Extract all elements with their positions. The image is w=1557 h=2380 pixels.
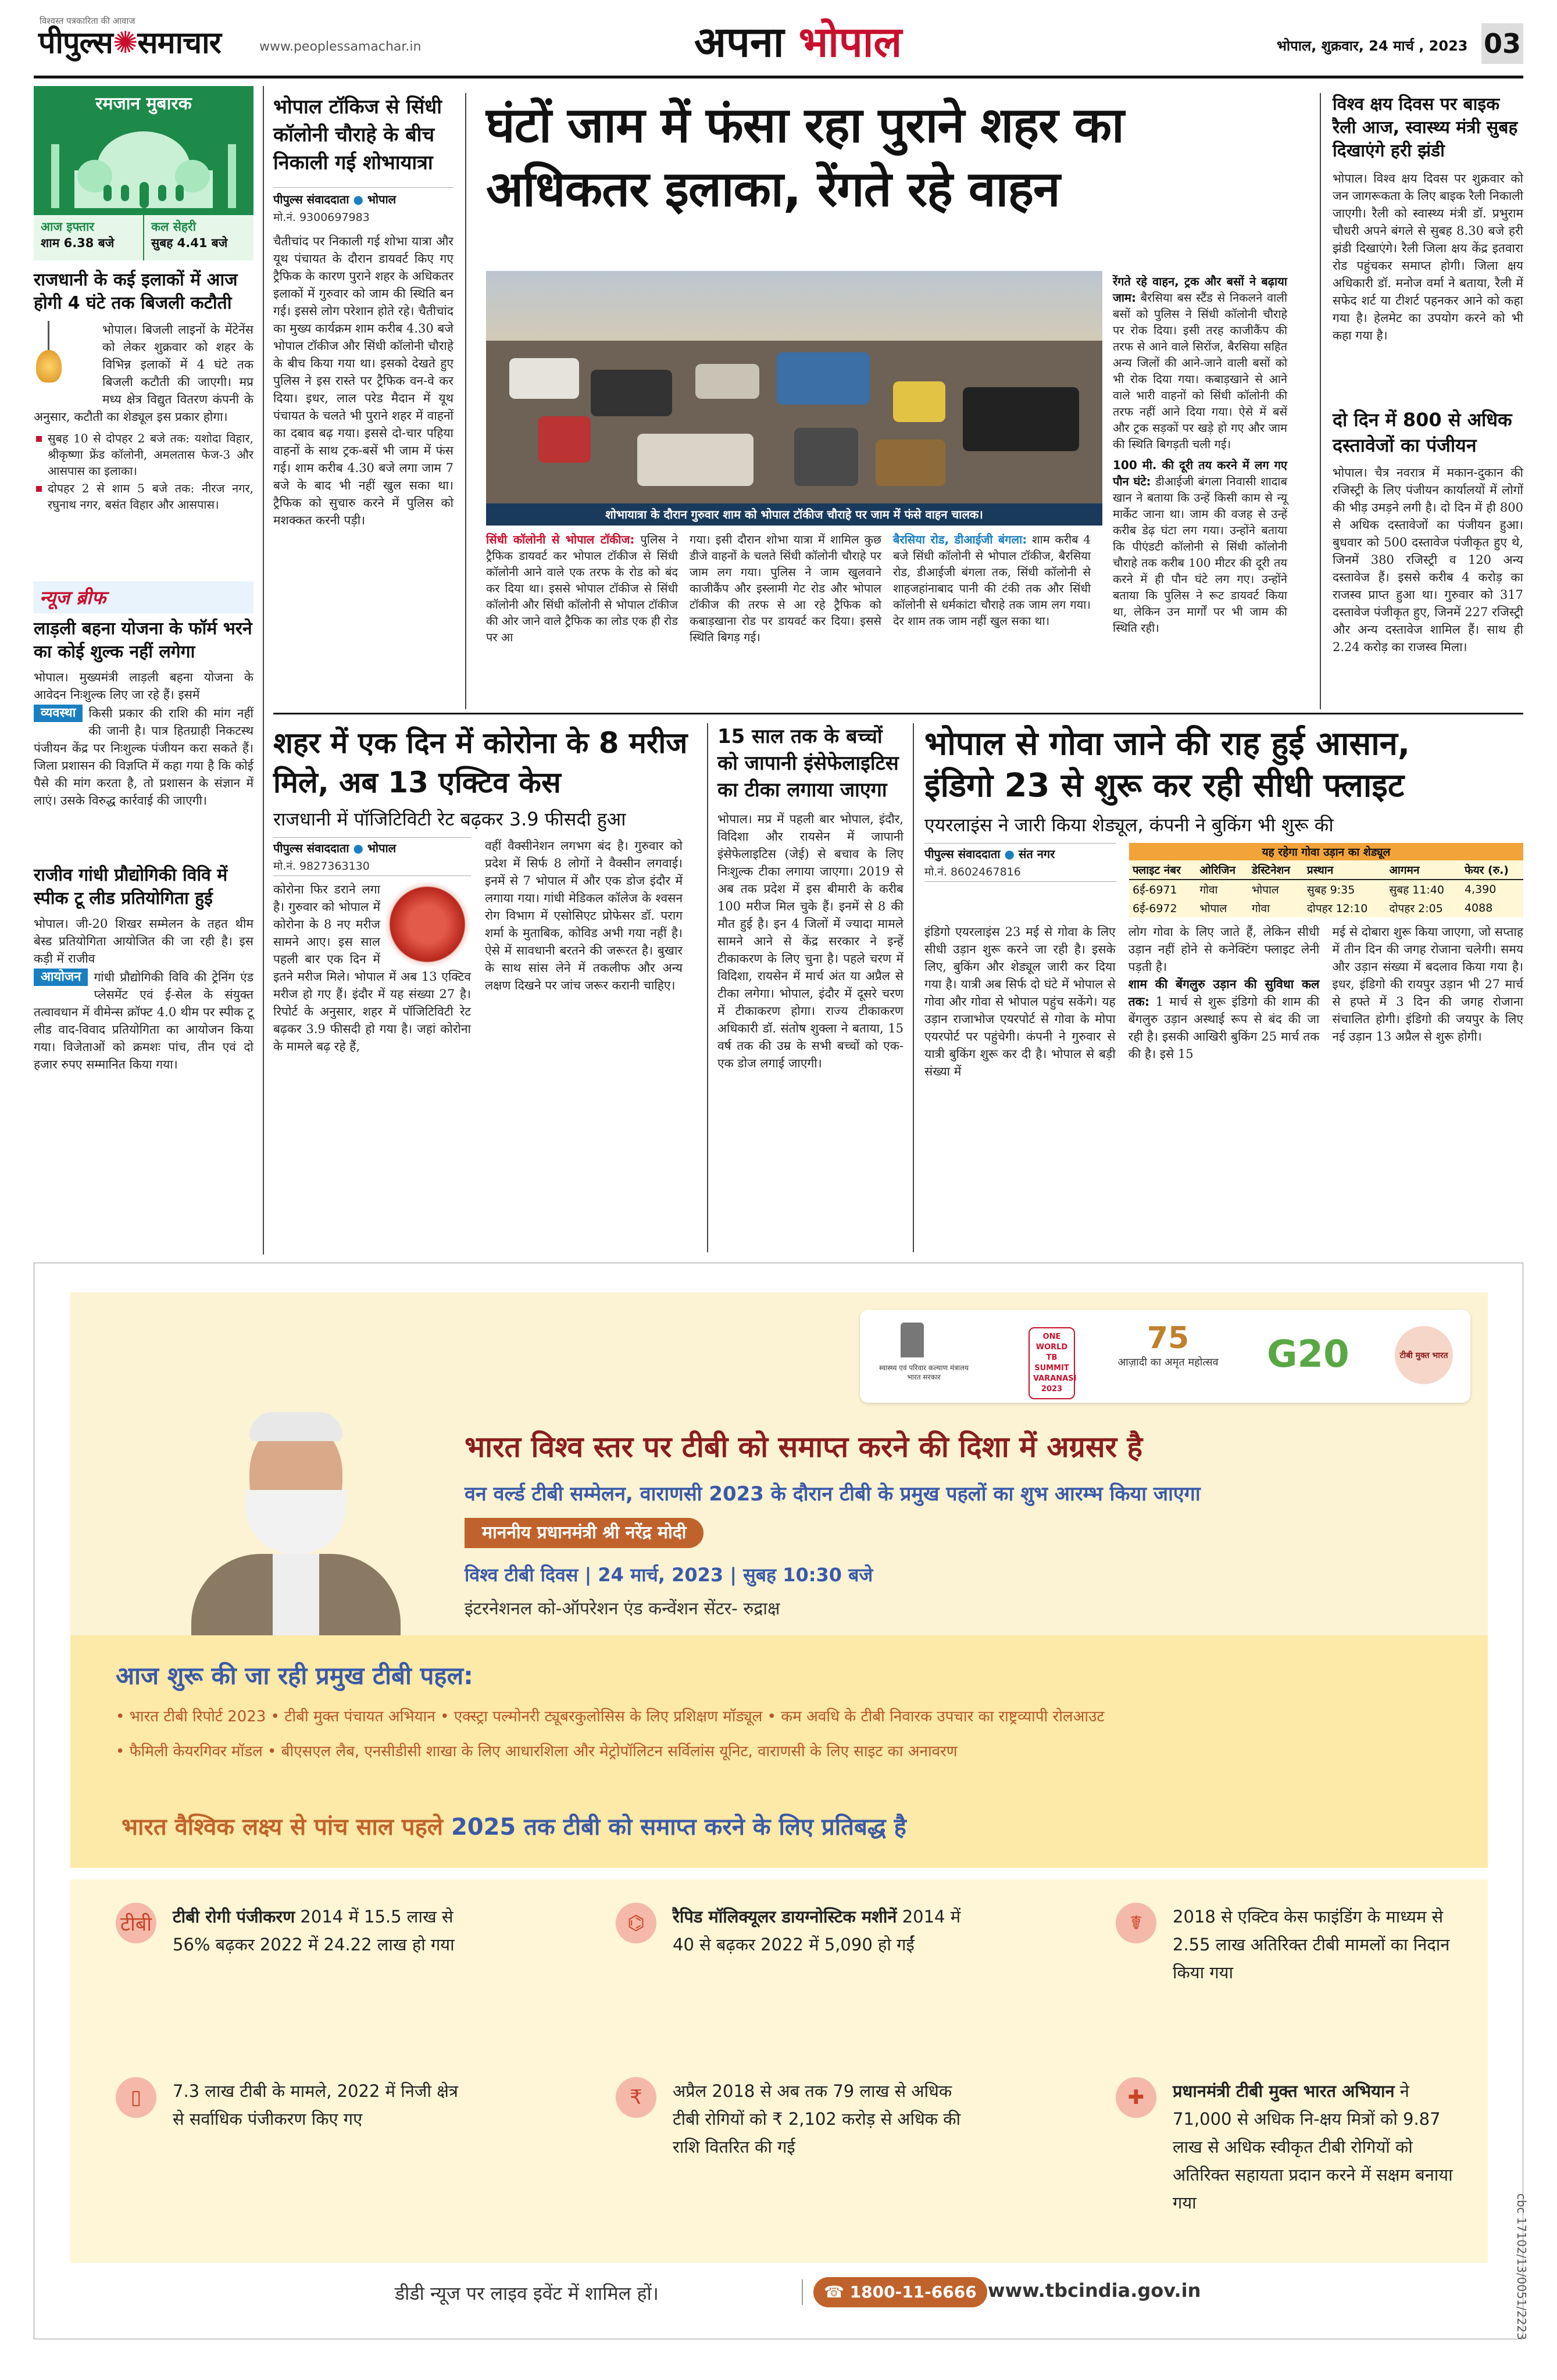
stat-icon: ☤ (1116, 1903, 1156, 1943)
corona-story (273, 723, 698, 1055)
stat-tile (1116, 2077, 1465, 2217)
event-line: विश्व टीबी दिवस | 24 मार्च, 2023 | सुबह 10:30 बजे (465, 1564, 873, 1586)
traffic-jam-photo (486, 271, 1102, 503)
oneworld-logo: ONE WORLD TB SUMMIT VARANASI 2023 (1029, 1327, 1075, 1399)
reporter-mobile: मो.नं. 9827363130 (273, 860, 370, 873)
table-row (1129, 880, 1523, 899)
stat-text: 2018 से एक्टिव केस फाइंडिंग के माध्यम से 2.55 लाख अतिरिक्त टीबी मामलों का निदान किया गया (1173, 1907, 1450, 1982)
reporter-mobile: मो.नं. 8602467816 (924, 866, 1021, 878)
table-header: प्रस्थान (1304, 860, 1386, 880)
virus-icon (384, 881, 471, 968)
jam-column-3: बैरसिया रोड, डीआईजी बंगला: शाम करीब 4 बजे सिंधी कॉलोनी से भोपाल टॉकीज, बैरसिया रोड, डीआईजी बंगला तक, सिंधी कॉलोनी से शाहजहांनाबाद पानी की टंकी तक और सिंधी कॉलोनी से धर्मकांटा चौराहे तक जाम लग गया। देर शाम तक जाम नहीं खुल सका था। (893, 533, 1091, 628)
brief-story-2 (34, 864, 253, 1074)
ad-headline: भारत विश्व स्तर पर टीबी को समाप्त करने की दिशा में अग्रसर है (465, 1430, 1143, 1464)
flight-schedule (1129, 843, 1523, 917)
stat-text: रैपिड मॉलिक्यूलर डायग्नोस्टिक मशीनें 2014 में 40 से बढ़कर 2022 में 5,090 हो गईं (673, 1907, 961, 1954)
ramzan-times (34, 215, 253, 260)
paper-logo: पीपुल्स✺समाचार (38, 26, 221, 60)
phone-icon: ☎ (824, 2282, 844, 2302)
masthead-tagline: विश्वस्त पत्रकारिता की आवाज (40, 16, 135, 26)
je-headline: 15 साल तक के बच्चों को जापानी इंसेफेलाइटिस का टीका लगाया जाएगा (717, 725, 899, 802)
sehri-block: कल सेहरी सुबह 4.41 बजे (151, 220, 228, 250)
brief-headline: लाड़ली बहना योजना के फॉर्म भरने का कोई शुल्क नहीं लगेगा (34, 619, 252, 662)
stat-icon: ⌬ (616, 1903, 656, 1943)
procession-body: चैतीचांद पर निकाली गई शोभा यात्रा और यूथ पंचायत के दौरान डायवर्ट किए गए ट्रैफिक के कारण पुराने शहर के अधिकतर इलाकों में गुरुवार को जाम की स्थिति बन गई। इससे लोग परेशान होते रहे। चैतीचांद का मुख्य कार्यक्रम शाम करीब 4.30 बजे भोपाल टॉकीज और सिंधी कॉलोनी चौराहे के बीच किया गया था। इसको देखते हुए पुलिस ने इस रास्ते पर ट्रैफिक वन-वे कर दिया। इधर, लाल परेड मैदान में यूथ पंचायत के चलते भी पुराने शहर में वाहनों का दबाव बढ़ गया। इससे दो-चार पहिया वाहनों के साथ ट्रक-बसें भी जाम में फंस गई। शाम करीब 4.30 बजे लगा जाम 7 बजे के बाद भी नहीं खुल सका था। ट्रैफिक को सुचारु करने में पुलिस को मशक्कत करनी पड़ी। (273, 234, 453, 527)
brief-body: किसी प्रकार की राशि की मांग नहीं की जानी है। पात्र हितग्राही निकटस्थ पंजीयन केंद्र पर निःशुल्क पंजीयन करा सकते हैं। जिला प्रशासन की विज्ञप्ति में कहा गया है कि कोई पैसे की मांग करता है, तो प्रशासन के संज्ञान में लाएं। उसके विरुद्ध कार्रवाई की जाएगी। (34, 706, 253, 807)
table-header: ओरिजिन (1196, 860, 1248, 880)
ministry-label: स्वास्थ्य एवं परिवार कल्याण मंत्रालय भारत सरकार (879, 1364, 969, 1381)
documents-body: भोपाल। चैत्र नवरात्र में मकान-दुकान की रजिस्ट्री के लिए पंजीयन कार्यालयों में लोगों की भीड़ उमड़ने लगी है। दो दिन में ही 800 से अधिक दस्तावेजों का पंजीयन हुआ। बुधवार को 500 दस्तावेज पंजीकृत हुए थे, जिनमें 380 रजिस्ट्री व 120 अन्य दस्तावेज हैं। इससे करीब 4 करोड़ का राजस्व प्राप्त हुआ था। गुरुवार को 317 दस्तावेज पंजीकृत हुए, जिनमें 227 रजिस्ट्री और अन्य दस्तावेज शामिल हैं। साथ ही 2.24 करोड़ का राजस्व मिला। (1333, 466, 1523, 654)
table-cell: सुबह 11:40 (1389, 884, 1444, 896)
table-cell: 6ई-6971 (1133, 884, 1177, 896)
corona-body-2: वहीं वैक्सीनेशन लगभग बंद है। गुरुवार को प्रदेश में सिर्फ 8 लोगों ने वैक्सीन लगवाई। इनमें से 7 भोपाल में और एक डोज इंदौर में लगाया गया। गांधी मेडिकल कॉलेज के श्वसन रोग विभाग में एसोसिएट प्रोफेसर डॉ. पराग शर्मा के मुताबिक, कोविड अभी गया नहीं है। ऐसे में सावधानी बरतने की जरूरत है। बुखार के साथ सांस लेने में तकलीफ और अन्य लक्षण दिखने पर जांच जरूर करानी चाहिए। (485, 839, 683, 992)
stat-tile (116, 2077, 465, 2133)
corona-subheadline: राजधानी में पॉजिटिविटी रेट बढ़कर 3.9 फीसदी हुआ (273, 808, 626, 830)
goa-headline: भोपाल से गोवा जाने की राह हुई आसान, इंडिगो 23 से शुरू कर रही सीधी फ्लाइट (924, 725, 1410, 805)
jam-column-1: सिंधी कॉलोनी से भोपाल टॉकीज: पुलिस ने ट्रैफिक डायवर्ट कर भोपाल टॉकीज से सिंधी कॉलोनी आने वाले एक तरफ के रोड को बंद कर दिया था। इससे भोपाल टॉकीज से सिंधी कॉलोनी और सिंधी कॉलोनी से भोपाल टॉकीज की ओर जाने वाले ट्रैफिक का लोड एक ही रोड पर आ (486, 533, 678, 644)
venue: इंटरनेशनल को-ऑपरेशन एंड कन्वेंशन सेंटर- रुद्राक्ष (465, 1599, 780, 1619)
stat-text: प्रधानमंत्री टीबी मुक्त भारत अभियान ने 71,000 से अधिक नि-क्षय मित्रों को 9.87 लाख से अधिक स्वीकृत टीबी रोगियों को अतिरिक्त सहायता प्रदान करने में सक्षम बनाया गया (1173, 2081, 1453, 2213)
goa-subheadline: एयरलाइंस ने जारी किया शेड्यूल, कंपनी ने बुकिंग भी शुरू की (924, 814, 1334, 836)
jam-sidebar: रेंगते रहे वाहन, ट्रक और बसों ने बढ़ाया जाम: बैरसिया बस स्टैंड से निकलने वाली बसों को पुलिस ने सिंधी कॉलोनी चौराहे पर रोक दिया। इसी तरह काजीकैंप की तरफ से आने वाले सिरोंज, बैरसिया सहित अन्य जिलों की आने-जाने वाली बसों को भी रोक दिया गया। कबाड़खाने से आने वाले भारी वाहनों को सिंधी कॉलोनी की तरफ नहीं आने दिया गया। ऐसे में बसें और ट्रक सड़कों पर खड़े हो गए और जाम की स्थिति बिगड़ती चली गई। 100 मी. की दूरी तय करने में लग गए पौन घंटे: डीआईजी बंगला निवासी शादाब खान ने बताया कि उन्हें किसी काम से न्यू मार्केट जाना था। जाम की वजह से उन्हें करीब डेढ़ घंटा लग गया। उन्होंने बताया कि पीएंडटी कॉलोनी से सिंधी कॉलोनी चौराहे तक करीब 100 मीटर की दूरी तय करने में ही पौन घंटे लग गए। उन्होंने बताया कि पुलिस ने रूट डायवर्ट किया था, लेकिन उन मार्गों पर भी जाम की स्थिति रही। (1113, 274, 1287, 635)
table-cell: 4088 (1464, 902, 1493, 914)
power-cut-body: भोपाल। बिजली लाइनों के मेंटेनेंस को लेकर शुक्रवार को शहर के विभिन्न इलाकों में 4 घंटे तक बिजली कटौती की जाएगी। मप्र मध्य क्षेत्र विद्युत वितरण कंपनी के अनुसार, कटौती का शेड्यूल इस प्रकार होगा। (34, 323, 253, 424)
power-cut-item: सुबह 10 से दोपहर 2 बजे तक: यशोदा विहार, श्रीकृष्णा फ्रेंड कॉलोनी, अमलतास फेज-3 और आसपास का इलाका। (34, 430, 253, 479)
column-divider (707, 723, 708, 1252)
ramzan-box (34, 86, 253, 260)
stat-tile (616, 1903, 965, 1959)
footer-divider (802, 2279, 803, 2305)
masthead-rule (34, 76, 1523, 78)
website-link[interactable]: www.peoplessamachar.in (259, 40, 422, 54)
column-divider (465, 93, 466, 709)
ad-subheadline: वन वर्ल्ड टीबी सम्मेलन, वाराणसी 2023 के दौरान टीबी के प्रमुख पहलों का शुभ आरम्भ किया जाएगा (465, 1482, 1201, 1506)
table-cell: भोपाल (1199, 902, 1227, 915)
byline: पीपुल्स संवाददाता ● भोपाल (273, 841, 397, 855)
initiatives-line: • फैमिली केयरगिवर मॉडल • बीएसएल लैब, एनसीडीसी शाखा के लिए आधारशिला और मेट्रोपॉलिटन सर्विलांस यूनिट, वाराणसी के लिए साइट का अनावरण (116, 1743, 958, 1760)
goa-col-2: लोग गोवा के लिए जाते हैं, लेकिन सीधी उड़ान नहीं होने से कनेक्टिंग फ्लाइट लेनी पड़ती है। शाम की बेंगलुरु उड़ान की सुविधा कल तक: 1 मार्च से शुरू इंडिगो की शाम की बेंगलुरु उड़ान अस्थाई रूप से बंद की जा रही है। इसकी आखिरी बुकिंग 25 मार्च तक की है। इसे 15 (1128, 925, 1320, 1061)
bike-rally-body: भोपाल। विश्व क्षय दिवस पर शुक्रवार को जन जागरूकता के लिए बाइक रैली निकाली जाएगी। रैली को स्वास्थ्य मंत्री डॉ. प्रभुराम चौधरी अपने बंगले से सुबह 8.30 बजे हरी झंडी दिखाएंगे। रैली जिला क्षय केंद्र इतवारा रोड पहुंचकर समाप्त होगी। जिला क्षय अधिकारी डॉ. मनोज वर्मा ने बताया, रैली में सफेद शर्ट या टीशर्ट पहनकर आने को कहा गया है। हेलमेट का उपयोग करने को भी कहा गया है। (1333, 171, 1523, 342)
flight-table (1129, 860, 1523, 917)
byline: पीपुल्स संवाददाता ● भोपाल (273, 192, 397, 206)
stat-tile (116, 1903, 465, 1959)
pm-label: माननीय प्रधानमंत्री श्री नरेंद्र मोदी (465, 1518, 703, 1548)
brief-tag: आयोजन (34, 969, 88, 986)
stat-icon: ₹ (616, 2077, 656, 2118)
g20-logo: G20 (1267, 1333, 1349, 1376)
table-header: फ्लाइट नंबर (1129, 860, 1196, 880)
table-cell: सुबह 9:35 (1306, 884, 1355, 896)
pm-portrait (185, 1397, 406, 1641)
stat-text: 7.3 लाख टीबी के मामले, 2022 में निजी क्षेत्र से सर्वाधिक पंजीकरण किए गए (173, 2081, 458, 2129)
stat-icon: ▯ (116, 2077, 156, 2118)
tbc-website[interactable]: www.tbcindia.gov.in (988, 2279, 1201, 2302)
section-title: अपना भोपाल (694, 17, 902, 66)
emblem-icon (901, 1323, 924, 1357)
stat-icon: ✚ (1116, 2077, 1156, 2118)
iftar-block: आज इफ्तार शाम 6.38 बजे (34, 215, 144, 260)
table-cell: भोपाल (1251, 884, 1279, 896)
masthead (34, 13, 1523, 77)
tb-free-logo: टीबी मुक्त भारत (1395, 1326, 1453, 1384)
stat-tile (616, 2077, 965, 2161)
tb-advertisement (34, 1263, 1529, 2340)
table-cell: 6ई-6972 (1133, 902, 1177, 915)
table-header: फेयर (रु.) (1461, 860, 1523, 880)
brief-tag: व्यवस्था (34, 705, 83, 722)
reporter-mobile: मो.नं. 9300697983 (273, 211, 370, 224)
table-header: डेस्टिनेशन (1248, 860, 1304, 880)
documents-headline: दो दिन में 800 से अधिक दस्तावेजों का पंजीयन (1333, 409, 1512, 456)
column-divider (913, 723, 914, 1252)
helpline[interactable]: ☎ 1800-11-6666 (813, 2277, 987, 2307)
brief-body: भोपाल। मुख्यमंत्री लाड़ली बहना योजना के आवेदन निःशुल्क लिए जा रहे हैं। इसमें (34, 670, 253, 702)
dd-news-line: डीडी न्यूज पर लाइव इवेंट में शामिल हों। (395, 2282, 659, 2304)
brief-story-1 (34, 617, 253, 810)
news-brief-label: न्यूज ब्रीफ (40, 587, 106, 609)
goa-col-1: इंडिगो एयरलाइंस 23 मई से गोवा के लिए सीधी उड़ान शुरू करने जा रही है। इसके लिए, बुकिंग और शेड्यूल जारी कर दिया गया है। यात्री अब सिर्फ दो घंटे में भोपाल से गोवा और गोवा से भोपाल पहुंच सकेंगे। यह उड़ान राजाभोज एयरपोर्ट से गोवा के मोपा एयरपोर्ट पर पहुंचेगी। कंपनी ने गुरुवार से यात्री बुकिंग शुरू कर दी है। भोपाल से बड़ी संख्या में (924, 925, 1116, 1078)
table-cell: गोवा (1199, 884, 1218, 896)
corona-body: कोरोना फिर डराने लगा है। गुरुवार को भोपाल में कोरोना के 8 नए मरीज सामने आए। इस साल पहली बार एक दिन में इतने मरीज मिले। भोपाल में अब 13 एक्टिव मरीज हो गए हैं। इंदौर में यह संख्या 27 है। रिपोर्ट के अनुसार, शहर में पॉजिटिविटी रेट बढ़कर 3.9 फीसदी हो गया है। जहां कोरोना के मामले बढ़ रहे हैं, (273, 882, 471, 1053)
jam-column-2: गया। इसी दौरान शोभा यात्रा में शामिल कुछ डीजे वाहनों के चलते सिंधी कॉलोनी चौराहे पर जाम लग गया। पुलिस ने जाम खुलवाने काजीकैंप और इस्लामी गेट रोड और भोपाल टॉकीज की तरफ से आ रहे ट्रैफिक को कबाड़खाना रोड पर डायवर्ट कर दिया। इससे स्थिति बिगड़ गई। (690, 533, 881, 644)
brief-body: भोपाल। जी-20 शिखर सम्मेलन के तहत थीम बेस्ड प्रतियोगिता आयोजित की जा रही है। इस कड़ी में राजीव (34, 917, 253, 966)
dateline: भोपाल, शुक्रवार, 24 मार्च , 2023 (1277, 38, 1468, 54)
initiatives-title: आज शुरू की जा रही प्रमुख टीबी पहल: (116, 1661, 473, 1690)
stat-tile (1116, 1903, 1465, 1986)
jam-headline: घंटों जाम में फंसा रहा पुराने शहर का अधिकतर इलाका, रेंगते रहे वाहन (486, 97, 1124, 217)
flight-table-title: यह रहेगा गोवा उड़ान का शेड्यूल (1129, 843, 1523, 860)
brief-headline: राजीव गांधी प्रौद्योगिकी विवि में स्पीक टू लीड प्रतियोगिता हुई (34, 865, 228, 909)
table-cell: दोपहर 12:10 (1306, 902, 1368, 915)
procession-headline: भोपाल टॉकिज से सिंधी कॉलोनी चौराहे के बीच निकाली गई शोभायात्रा (273, 95, 442, 174)
bulb-icon (34, 321, 98, 408)
stat-text: अप्रैल 2018 से अब तक 79 लाख से अधिक टीबी रोगियों को ₹ 2,102 करोड़ से अधिक की राशि वितरित की गई (673, 2081, 961, 2157)
cbc-code: cbc 17102/13/0051/2223 (1515, 2193, 1529, 2340)
ramzan-title: रमजान मुबारक (95, 94, 192, 114)
logo-strip (860, 1310, 1470, 1403)
brief-body: गांधी प्रौद्योगिकी विवि की ट्रेनिंग एंड प्लेसमेंट एवं ई-सेल के संयुक्त तत्वावधान में वीमेन्स क्रॉफ्ट 4.0 थीम पर स्पीक टू लीड वाद-विवाद प्रतियोगिता का आयोजन किया गया। विजेताओं को क्रमशः पांच, तीन एवं दो हजार रुपए सम्मानित किया गया। (34, 970, 253, 1071)
table-row (1129, 899, 1523, 917)
commitment-line: भारत वैश्विक लक्ष्य से पांच साल पहले 2025 तक टीबी को समाप्त करने के लिए प्रतिबद्ध है (122, 1814, 906, 1841)
documents-story (1333, 407, 1523, 656)
power-cut-item: दोपहर 2 से शाम 5 बजे तक: नीरज नगर, रघुनाथ नगर, बसंत विहार और आसपास। (34, 480, 253, 513)
column-divider (263, 86, 264, 1255)
table-cell: 4,390 (1464, 883, 1497, 896)
amrit-logo: 75 आज़ादी का अमृत महोत्सव (1117, 1321, 1219, 1368)
stat-icon: टीबी (116, 1903, 156, 1943)
photo-caption: शोभायात्रा के दौरान गुरुवार शाम को भोपाल टॉकीज चौराहे पर जाम में फंसे वाहन चालक। (486, 503, 1102, 526)
mosque-icon (40, 121, 248, 208)
corona-headline: शहर में एक दिन में कोरोना के 8 मरीज मिले, अब 13 एक्टिव केस (273, 726, 688, 799)
bike-rally-headline: विश्व क्षय दिवस पर बाइक रैली आज, स्वास्थ्य मंत्री सुबह दिखाएंगे हरी झंडी (1333, 94, 1518, 161)
power-cut-story (34, 269, 253, 514)
table-cell: दोपहर 2:05 (1389, 902, 1443, 915)
table-cell: गोवा (1251, 902, 1270, 915)
bike-rally-story (1333, 93, 1523, 344)
byline: पीपुल्स संवाददाता ● संत नगर (924, 847, 1055, 861)
je-body: भोपाल। मप्र में पहली बार भोपाल, इंदौर, विदिशा और रायसेन में जापानी इंसेफेलाइटिस (जेई) से बचाव के लिए निःशुल्क टीका लगाया जाएगा। 2019 से अब तक प्रदेश में इस बीमारी के करीब 100 मरीज मिल चुके हैं। इनमें से 8 की मौत हुई है। इन 4 जिलों में ज्यादा मामले सामने आने से केंद्र सरकार ने इन्हें टीकाकरण के लिए चुना है। पहले चरण में विदिशा, रायसेन में मार्च अंत या अप्रैल से टीका लगेगा। भोपाल, इंदौर में दूसरे चरण में टीकाकरण होगा। राज्य टीकाकरण अधिकारी डॉ. संतोष शुक्ला ने बताया, 15 वर्ष तक की उम्र के सभी बच्चों को एक-एक डोज लगाई जाएगी। (717, 812, 904, 1070)
section-rule (273, 713, 1523, 714)
stat-text: टीबी रोगी पंजीकरण 2014 में 15.5 लाख से 56% बढ़कर 2022 में 24.22 लाख हो गया (173, 1907, 455, 1954)
power-cut-headline: राजधानी के कई इलाकों में आज होगी 4 घंटे तक बिजली कटौती (34, 270, 238, 313)
goa-story (924, 723, 1523, 1080)
page-number: 03 (1481, 23, 1523, 64)
table-header: आगमन (1385, 860, 1461, 880)
procession-story (273, 93, 453, 529)
column-divider (1320, 93, 1321, 709)
goa-col-3: मई से दोबारा शुरू किया जाएगा, जो सप्ताह में तीन दिन की जगह रोजाना चलेगी। समय और उड़ान संख्या में बदलाव किया गया है। इधर, इंडिगो की रायपुर उड़ान भी 27 मार्च से हफ्ते में 3 दिन की जगह रोजाना संचालित होगी। इंडिगो की जयपुर के लिए नई उड़ान 13 अप्रैल से शुरू होगी। (1332, 925, 1524, 1044)
initiatives-line: • भारत टीबी रिपोर्ट 2023 • टीबी मुक्त पंचायत अभियान • एक्स्ट्रा पल्मोनरी ट्यूबरकुलोसिस के लिए प्रशिक्षण मॉड्यूल • कम अवधि के टीबी निवारक उपचार का राष्ट्रव्यापी रोलआउट (116, 1708, 1105, 1725)
je-vaccine-story (717, 723, 904, 1072)
